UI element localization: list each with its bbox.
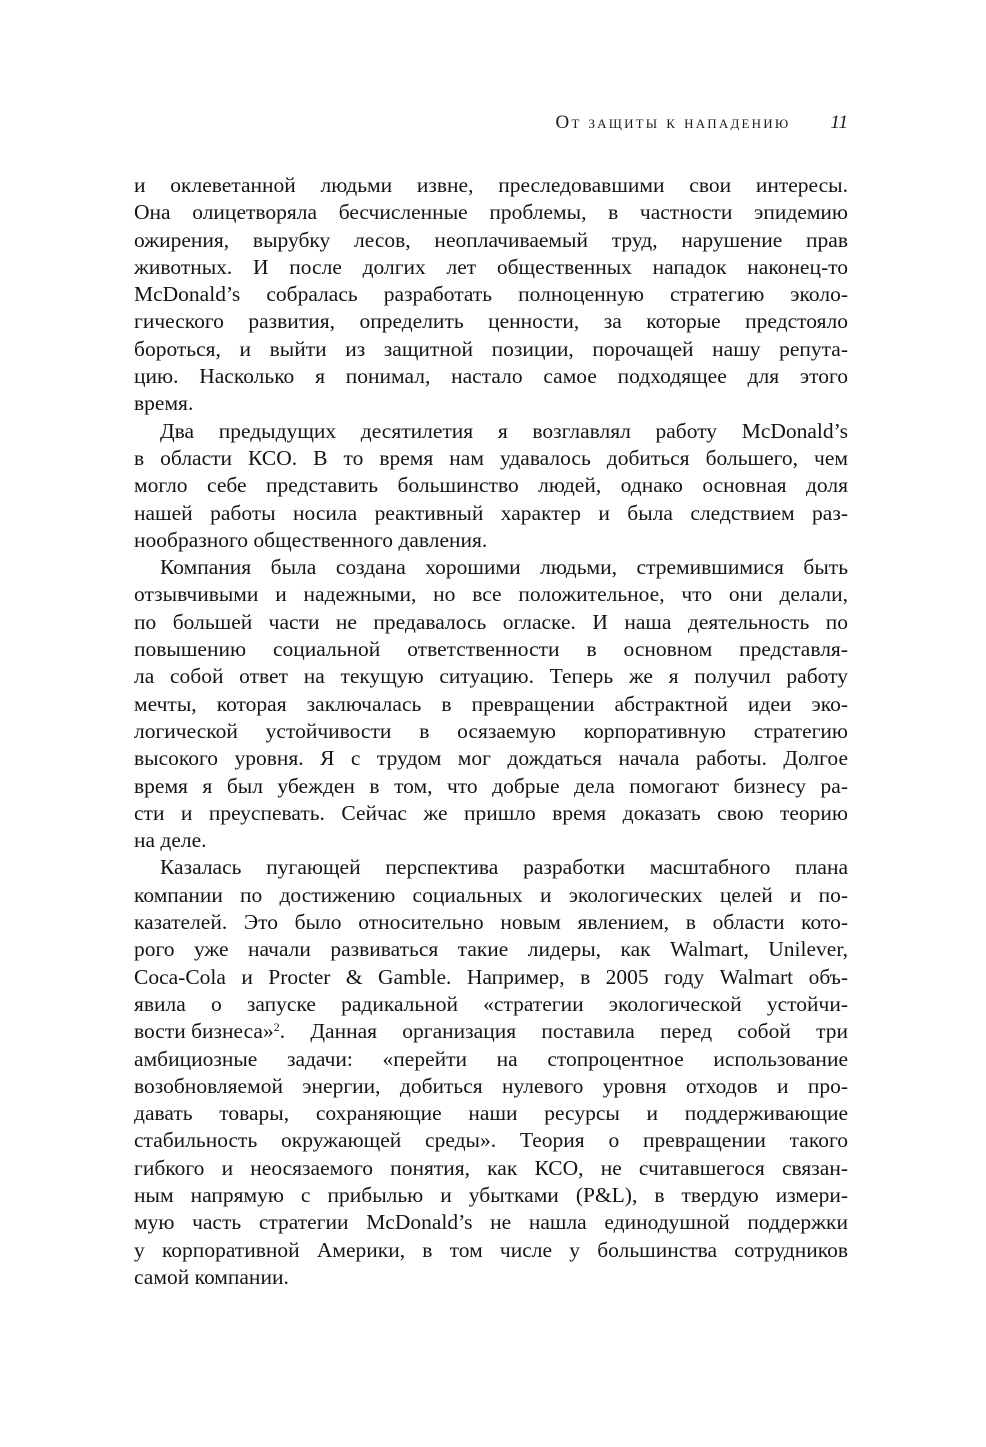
text-line: нообразного общественного давления.	[134, 527, 488, 552]
text-line: Казалась пугающей перспектива разработки масштабного плана	[160, 855, 848, 880]
text-line: время я был убежден в том, что добрые дела помогают бизнесу ра-	[134, 773, 848, 798]
running-title: От защиты к нападению	[555, 112, 791, 133]
paragraph	[134, 854, 848, 1291]
text-line: животных. И после долгих лет общественных нападок наконец-то	[134, 254, 848, 279]
text-line: мую часть стратегии McDonald’s не нашла единодушной поддержки	[134, 1210, 848, 1235]
text-line: логической устойчивости в осязаемую корпоративную стратегию	[134, 718, 848, 743]
text-line: по большей части не предавалось огласке. И наша деятельность по	[134, 609, 848, 634]
text-line: мечты, которая заключалась в превращении абстрактной идеи эко-	[134, 691, 848, 716]
text-line: гибкого и неосязаемого понятия, как КСО, не считавшегося связан-	[134, 1155, 848, 1180]
text-line: нашей работы носила реактивный характер и была следствием раз-	[134, 500, 848, 525]
text-fragment-tail: . Данная организация поставила перед собой три	[279, 1019, 848, 1044]
text-line: McDonald’s собралась разработать полноценную стратегию эколо-	[134, 282, 848, 307]
text-line: давать товары, сохраняющие наши ресурсы и поддерживающие	[134, 1101, 848, 1126]
page-number: 11	[830, 112, 848, 133]
text-line: самой компании.	[134, 1264, 289, 1289]
text-line: сти и преуспевать. Сейчас же пришло время доказать свою теорию	[134, 800, 848, 825]
text-line: Компания была создана хорошими людьми, стремившимися быть	[160, 555, 848, 580]
text-line: могло себе представить большинство людей, однако основная доля	[134, 473, 848, 498]
text-line: компании по достижению социальных и экологических целей и по-	[134, 882, 848, 907]
text-line: цию. Насколько я понимал, настало самое подходящее для этого	[134, 364, 848, 389]
text-line: казателей. Это было относительно новым явлением, в области кото-	[134, 910, 848, 935]
footnote-ref[interactable]: 2	[273, 1020, 280, 1035]
text-line: и оклеветанной людьми извне, преследовавшими свои интересы.	[134, 173, 848, 197]
paragraph	[134, 172, 848, 418]
text-line: на деле.	[134, 828, 207, 853]
text-line: возобновляемой энергии, добиться нулевого уровня отходов и про-	[134, 1073, 848, 1098]
text-line: Два предыдущих десятилетия я возглавлял работу McDonald’s	[160, 418, 848, 443]
text-line: Coca-Cola и Procter & Gamble. Например, в 2005 году Walmart объ-	[134, 964, 848, 989]
text-line-with-footnote	[134, 1018, 848, 1045]
text-line: ла собой ответ на текущую ситуацию. Теперь же я получил работу	[134, 664, 848, 689]
text-fragment	[134, 1018, 280, 1045]
paragraph	[134, 418, 848, 554]
text-fragment-head: вости бизнеса»	[134, 1019, 274, 1044]
text-line: бороться, и выйти из защитной позиции, порочащей нашу репута-	[134, 336, 848, 361]
text-line: повышению социальной ответственности в основном представля-	[134, 637, 848, 662]
text-line: отзывчивыми и надежными, но все положительное, что они делали,	[134, 582, 848, 607]
text-line: рого уже начали развиваться такие лидеры, как Walmart, Unilever,	[134, 937, 848, 962]
text-line: в области КСО. В то время нам удавалось добиться большего, чем	[134, 445, 848, 470]
paragraph	[134, 554, 848, 854]
text-line: у корпоративной Америки, в том числе у большинства сотрудников	[134, 1237, 848, 1262]
text-line: ожирения, вырубку лесов, неоплачиваемый труд, нарушение прав	[134, 227, 848, 252]
text-line: высокого уровня. Я с трудом мог дождаться начала работы. Долгое	[134, 746, 848, 771]
text-line: Она олицетворяла бесчисленные проблемы, в частности эпидемию	[134, 200, 848, 225]
text-line: время.	[134, 391, 194, 416]
text-line: амбициозные задачи: «перейти на стопроцентное использование	[134, 1046, 848, 1071]
body-text	[134, 172, 848, 1291]
text-line: гического развития, определить ценности, за которые предстояло	[134, 309, 848, 334]
text-line: ным напрямую с прибылью и убытками (P&L), в твердую измери-	[134, 1182, 848, 1207]
text-line: стабильность окружающей среды». Теория о превращении такого	[134, 1128, 848, 1153]
running-head	[480, 112, 848, 134]
text-line: явила о запуске радикальной «стратегии экологической устойчи-	[134, 991, 848, 1016]
